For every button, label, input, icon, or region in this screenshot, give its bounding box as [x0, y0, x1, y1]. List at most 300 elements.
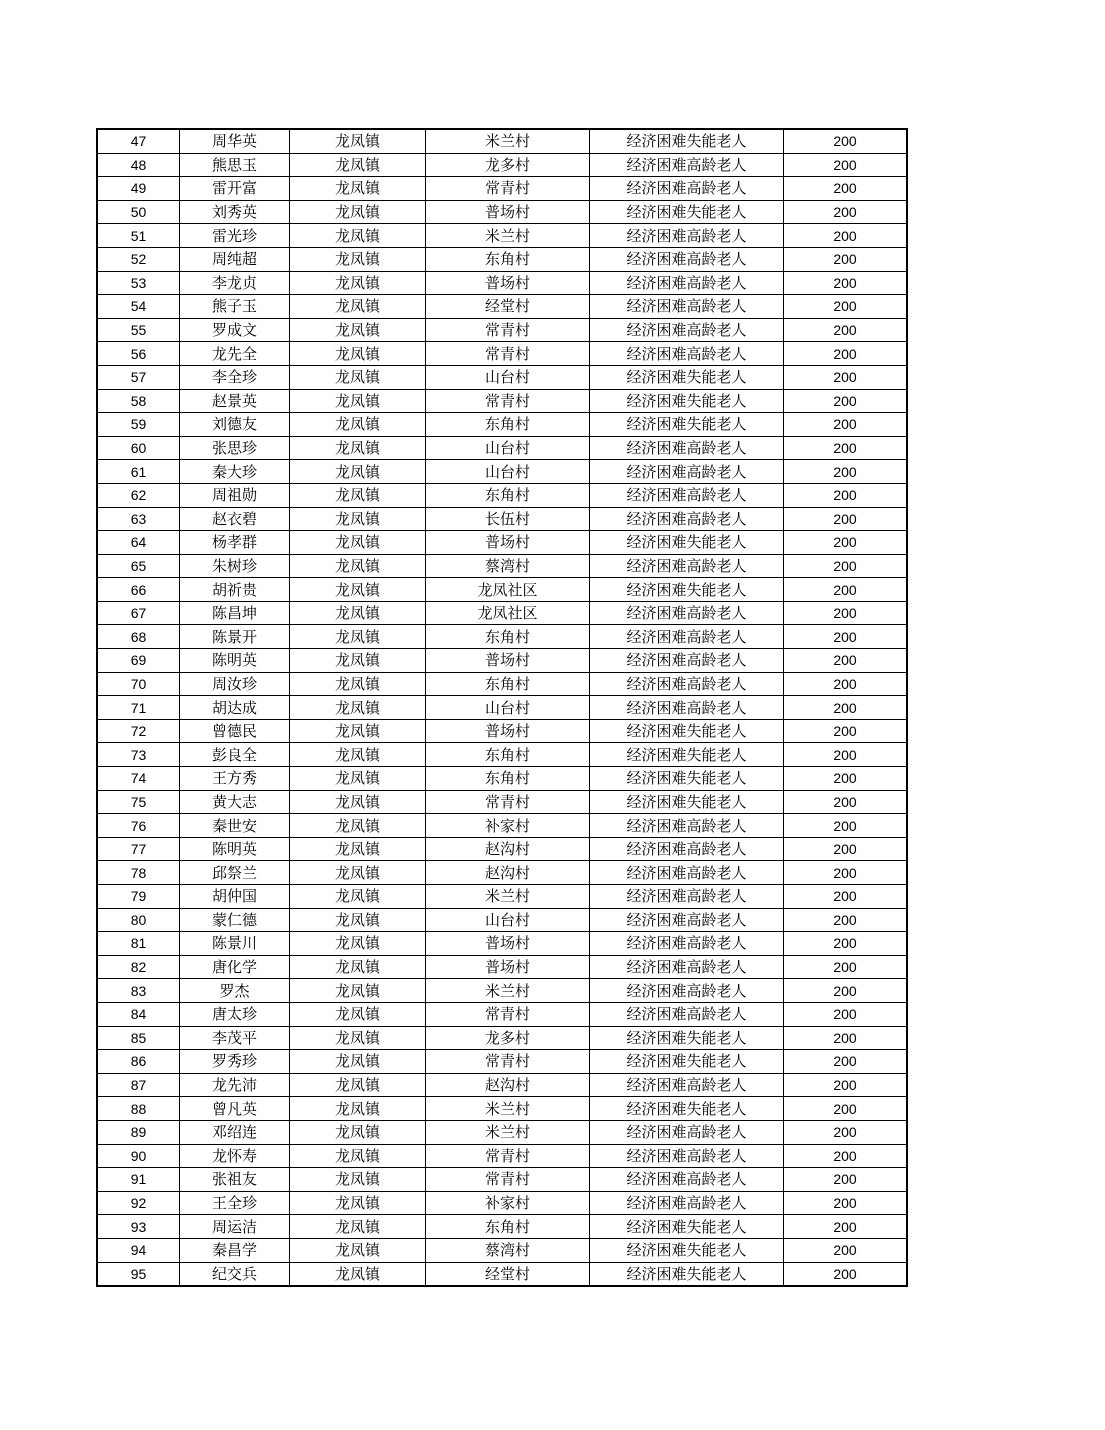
cell-row-number: 88	[98, 1097, 180, 1121]
cell-category: 经济困难失能老人	[590, 719, 784, 743]
cell-category: 经济困难高龄老人	[590, 271, 784, 295]
cell-amount: 200	[784, 1144, 907, 1168]
table-row	[98, 436, 907, 460]
cell-village: 普场村	[426, 271, 590, 295]
cell-village: 东角村	[426, 767, 590, 791]
cell-name: 赵衣碧	[180, 507, 290, 531]
cell-amount: 200	[784, 413, 907, 437]
cell-category: 经济困难失能老人	[590, 1262, 784, 1286]
cell-name: 周华英	[180, 130, 290, 154]
cell-row-number: 70	[98, 672, 180, 696]
cell-name: 胡仲国	[180, 885, 290, 909]
cell-name: 陈明英	[180, 649, 290, 673]
cell-row-number: 77	[98, 837, 180, 861]
table-row	[98, 342, 907, 366]
cell-name: 刘德友	[180, 413, 290, 437]
cell-name: 周祖勋	[180, 483, 290, 507]
cell-category: 经济困难高龄老人	[590, 885, 784, 909]
cell-category: 经济困难失能老人	[590, 1026, 784, 1050]
cell-name: 刘秀英	[180, 200, 290, 224]
cell-amount: 200	[784, 271, 907, 295]
cell-town: 龙凤镇	[290, 1168, 426, 1192]
cell-category: 经济困难高龄老人	[590, 460, 784, 484]
cell-amount: 200	[784, 625, 907, 649]
cell-name: 罗秀珍	[180, 1050, 290, 1074]
cell-category: 经济困难高龄老人	[590, 177, 784, 201]
cell-name: 龙先全	[180, 342, 290, 366]
cell-amount: 200	[784, 554, 907, 578]
cell-category: 经济困难失能老人	[590, 413, 784, 437]
cell-category: 经济困难高龄老人	[590, 625, 784, 649]
cell-category: 经济困难失能老人	[590, 1097, 784, 1121]
cell-row-number: 94	[98, 1238, 180, 1262]
cell-row-number: 81	[98, 932, 180, 956]
cell-row-number: 48	[98, 153, 180, 177]
cell-category: 经济困难高龄老人	[590, 1002, 784, 1026]
cell-name: 李全珍	[180, 365, 290, 389]
cell-category: 经济困难高龄老人	[590, 955, 784, 979]
cell-name: 龙先沛	[180, 1073, 290, 1097]
cell-amount: 200	[784, 130, 907, 154]
cell-town: 龙凤镇	[290, 1144, 426, 1168]
cell-amount: 200	[784, 342, 907, 366]
cell-row-number: 61	[98, 460, 180, 484]
cell-row-number: 83	[98, 979, 180, 1003]
cell-amount: 200	[784, 932, 907, 956]
table-row	[98, 1215, 907, 1239]
cell-name: 熊思玉	[180, 153, 290, 177]
cell-town: 龙凤镇	[290, 649, 426, 673]
cell-village: 龙凤社区	[426, 601, 590, 625]
cell-amount: 200	[784, 1026, 907, 1050]
cell-name: 周汝珍	[180, 672, 290, 696]
cell-amount: 200	[784, 908, 907, 932]
cell-amount: 200	[784, 389, 907, 413]
cell-row-number: 68	[98, 625, 180, 649]
cell-category: 经济困难高龄老人	[590, 507, 784, 531]
cell-category: 经济困难高龄老人	[590, 554, 784, 578]
cell-amount: 200	[784, 1120, 907, 1144]
cell-town: 龙凤镇	[290, 1050, 426, 1074]
table-row	[98, 649, 907, 673]
cell-row-number: 66	[98, 578, 180, 602]
cell-town: 龙凤镇	[290, 696, 426, 720]
cell-village: 长伍村	[426, 507, 590, 531]
cell-name: 曾凡英	[180, 1097, 290, 1121]
table-row	[98, 153, 907, 177]
cell-row-number: 63	[98, 507, 180, 531]
cell-village: 蔡湾村	[426, 554, 590, 578]
cell-amount: 200	[784, 672, 907, 696]
cell-row-number: 90	[98, 1144, 180, 1168]
cell-village: 常青村	[426, 1168, 590, 1192]
cell-town: 龙凤镇	[290, 413, 426, 437]
cell-row-number: 95	[98, 1262, 180, 1286]
table-row	[98, 861, 907, 885]
cell-category: 经济困难高龄老人	[590, 224, 784, 248]
table-row	[98, 578, 907, 602]
cell-category: 经济困难高龄老人	[590, 861, 784, 885]
cell-row-number: 87	[98, 1073, 180, 1097]
cell-row-number: 50	[98, 200, 180, 224]
table-row	[98, 177, 907, 201]
table-row	[98, 1191, 907, 1215]
cell-town: 龙凤镇	[290, 1238, 426, 1262]
cell-village: 普场村	[426, 932, 590, 956]
cell-village: 东角村	[426, 743, 590, 767]
cell-village: 米兰村	[426, 130, 590, 154]
cell-village: 常青村	[426, 1050, 590, 1074]
cell-amount: 200	[784, 814, 907, 838]
cell-name: 邱祭兰	[180, 861, 290, 885]
cell-town: 龙凤镇	[290, 483, 426, 507]
cell-name: 秦世安	[180, 814, 290, 838]
cell-category: 经济困难高龄老人	[590, 1168, 784, 1192]
cell-row-number: 58	[98, 389, 180, 413]
cell-village: 赵沟村	[426, 837, 590, 861]
cell-name: 雷开富	[180, 177, 290, 201]
cell-town: 龙凤镇	[290, 271, 426, 295]
table-row	[98, 247, 907, 271]
cell-amount: 200	[784, 790, 907, 814]
cell-category: 经济困难失能老人	[590, 743, 784, 767]
table-row	[98, 625, 907, 649]
cell-amount: 200	[784, 767, 907, 791]
cell-town: 龙凤镇	[290, 295, 426, 319]
table-row	[98, 767, 907, 791]
cell-village: 常青村	[426, 177, 590, 201]
table-row	[98, 955, 907, 979]
cell-village: 经堂村	[426, 295, 590, 319]
cell-amount: 200	[784, 1002, 907, 1026]
cell-town: 龙凤镇	[290, 1097, 426, 1121]
table-row	[98, 601, 907, 625]
table-row	[98, 932, 907, 956]
cell-category: 经济困难高龄老人	[590, 601, 784, 625]
cell-village: 常青村	[426, 389, 590, 413]
cell-name: 赵景英	[180, 389, 290, 413]
cell-category: 经济困难高龄老人	[590, 908, 784, 932]
cell-category: 经济困难失能老人	[590, 200, 784, 224]
cell-category: 经济困难失能老人	[590, 790, 784, 814]
cell-amount: 200	[784, 578, 907, 602]
cell-row-number: 52	[98, 247, 180, 271]
cell-amount: 200	[784, 295, 907, 319]
cell-name: 朱树珍	[180, 554, 290, 578]
table-row	[98, 837, 907, 861]
cell-town: 龙凤镇	[290, 1073, 426, 1097]
cell-row-number: 54	[98, 295, 180, 319]
cell-name: 唐化学	[180, 955, 290, 979]
cell-village: 山台村	[426, 696, 590, 720]
cell-town: 龙凤镇	[290, 908, 426, 932]
cell-village: 普场村	[426, 200, 590, 224]
table-row	[98, 483, 907, 507]
cell-amount: 200	[784, 885, 907, 909]
cell-row-number: 73	[98, 743, 180, 767]
cell-row-number: 57	[98, 365, 180, 389]
cell-amount: 200	[784, 1238, 907, 1262]
table-row	[98, 1262, 907, 1286]
cell-village: 米兰村	[426, 979, 590, 1003]
cell-town: 龙凤镇	[290, 318, 426, 342]
cell-name: 胡祈贵	[180, 578, 290, 602]
cell-town: 龙凤镇	[290, 531, 426, 555]
cell-village: 补家村	[426, 1191, 590, 1215]
cell-village: 山台村	[426, 908, 590, 932]
cell-row-number: 92	[98, 1191, 180, 1215]
cell-town: 龙凤镇	[290, 743, 426, 767]
cell-amount: 200	[784, 531, 907, 555]
cell-category: 经济困难失能老人	[590, 1215, 784, 1239]
cell-town: 龙凤镇	[290, 200, 426, 224]
table-row	[98, 885, 907, 909]
cell-amount: 200	[784, 601, 907, 625]
cell-town: 龙凤镇	[290, 460, 426, 484]
cell-row-number: 49	[98, 177, 180, 201]
table-row	[98, 814, 907, 838]
cell-name: 胡达成	[180, 696, 290, 720]
cell-name: 曾德民	[180, 719, 290, 743]
cell-town: 龙凤镇	[290, 837, 426, 861]
cell-row-number: 78	[98, 861, 180, 885]
cell-town: 龙凤镇	[290, 1002, 426, 1026]
table-row	[98, 1073, 907, 1097]
table-row	[98, 389, 907, 413]
cell-town: 龙凤镇	[290, 814, 426, 838]
cell-village: 经堂村	[426, 1262, 590, 1286]
table-row	[98, 1050, 907, 1074]
cell-village: 山台村	[426, 460, 590, 484]
cell-category: 经济困难高龄老人	[590, 649, 784, 673]
cell-town: 龙凤镇	[290, 436, 426, 460]
cell-village: 普场村	[426, 649, 590, 673]
cell-village: 山台村	[426, 365, 590, 389]
cell-town: 龙凤镇	[290, 153, 426, 177]
cell-category: 经济困难高龄老人	[590, 436, 784, 460]
table-row	[98, 200, 907, 224]
table-row	[98, 130, 907, 154]
cell-category: 经济困难高龄老人	[590, 1120, 784, 1144]
table-row	[98, 295, 907, 319]
cell-row-number: 47	[98, 130, 180, 154]
cell-amount: 200	[784, 507, 907, 531]
cell-name: 罗成文	[180, 318, 290, 342]
table-row	[98, 696, 907, 720]
cell-town: 龙凤镇	[290, 130, 426, 154]
table-row	[98, 507, 907, 531]
cell-amount: 200	[784, 649, 907, 673]
cell-amount: 200	[784, 1191, 907, 1215]
table-row	[98, 1144, 907, 1168]
cell-category: 经济困难高龄老人	[590, 932, 784, 956]
cell-amount: 200	[784, 861, 907, 885]
cell-village: 龙凤社区	[426, 578, 590, 602]
cell-row-number: 62	[98, 483, 180, 507]
cell-category: 经济困难高龄老人	[590, 1073, 784, 1097]
cell-village: 常青村	[426, 1144, 590, 1168]
cell-category: 经济困难失能老人	[590, 130, 784, 154]
cell-amount: 200	[784, 460, 907, 484]
cell-village: 补家村	[426, 814, 590, 838]
cell-amount: 200	[784, 318, 907, 342]
cell-name: 陈景开	[180, 625, 290, 649]
cell-row-number: 51	[98, 224, 180, 248]
cell-town: 龙凤镇	[290, 955, 426, 979]
cell-town: 龙凤镇	[290, 177, 426, 201]
cell-row-number: 93	[98, 1215, 180, 1239]
cell-village: 米兰村	[426, 1120, 590, 1144]
cell-category: 经济困难失能老人	[590, 365, 784, 389]
cell-village: 普场村	[426, 955, 590, 979]
cell-category: 经济困难失能老人	[590, 767, 784, 791]
cell-amount: 200	[784, 1262, 907, 1286]
cell-category: 经济困难高龄老人	[590, 696, 784, 720]
cell-village: 米兰村	[426, 224, 590, 248]
cell-category: 经济困难高龄老人	[590, 247, 784, 271]
cell-amount: 200	[784, 1050, 907, 1074]
cell-category: 经济困难高龄老人	[590, 837, 784, 861]
cell-village: 常青村	[426, 1002, 590, 1026]
cell-category: 经济困难高龄老人	[590, 295, 784, 319]
cell-village: 东角村	[426, 483, 590, 507]
table-row	[98, 460, 907, 484]
cell-name: 周运洁	[180, 1215, 290, 1239]
cell-row-number: 59	[98, 413, 180, 437]
cell-town: 龙凤镇	[290, 507, 426, 531]
cell-village: 东角村	[426, 247, 590, 271]
cell-row-number: 53	[98, 271, 180, 295]
cell-town: 龙凤镇	[290, 1026, 426, 1050]
cell-town: 龙凤镇	[290, 578, 426, 602]
cell-name: 邓绍连	[180, 1120, 290, 1144]
cell-category: 经济困难高龄老人	[590, 814, 784, 838]
table-row	[98, 318, 907, 342]
cell-amount: 200	[784, 1073, 907, 1097]
table-row	[98, 908, 907, 932]
cell-row-number: 74	[98, 767, 180, 791]
cell-town: 龙凤镇	[290, 625, 426, 649]
cell-amount: 200	[784, 153, 907, 177]
cell-amount: 200	[784, 1097, 907, 1121]
cell-row-number: 85	[98, 1026, 180, 1050]
cell-village: 普场村	[426, 531, 590, 555]
table-row	[98, 790, 907, 814]
table-row	[98, 719, 907, 743]
cell-name: 黄大志	[180, 790, 290, 814]
cell-amount: 200	[784, 247, 907, 271]
cell-name: 罗杰	[180, 979, 290, 1003]
table-row	[98, 979, 907, 1003]
cell-village: 东角村	[426, 1215, 590, 1239]
cell-town: 龙凤镇	[290, 601, 426, 625]
cell-town: 龙凤镇	[290, 672, 426, 696]
cell-village: 东角村	[426, 413, 590, 437]
cell-village: 米兰村	[426, 885, 590, 909]
cell-town: 龙凤镇	[290, 365, 426, 389]
cell-category: 经济困难高龄老人	[590, 483, 784, 507]
table-row	[98, 743, 907, 767]
table-row	[98, 554, 907, 578]
cell-category: 经济困难高龄老人	[590, 979, 784, 1003]
cell-name: 秦昌学	[180, 1238, 290, 1262]
cell-category: 经济困难高龄老人	[590, 318, 784, 342]
cell-amount: 200	[784, 1215, 907, 1239]
cell-name: 张祖友	[180, 1168, 290, 1192]
cell-row-number: 60	[98, 436, 180, 460]
cell-row-number: 79	[98, 885, 180, 909]
cell-town: 龙凤镇	[290, 885, 426, 909]
cell-row-number: 84	[98, 1002, 180, 1026]
cell-category: 经济困难高龄老人	[590, 672, 784, 696]
cell-name: 王全珍	[180, 1191, 290, 1215]
cell-category: 经济困难高龄老人	[590, 342, 784, 366]
cell-category: 经济困难失能老人	[590, 531, 784, 555]
table-row	[98, 1002, 907, 1026]
cell-name: 纪交兵	[180, 1262, 290, 1286]
cell-town: 龙凤镇	[290, 389, 426, 413]
cell-category: 经济困难失能老人	[590, 1050, 784, 1074]
cell-name: 蒙仁德	[180, 908, 290, 932]
cell-town: 龙凤镇	[290, 861, 426, 885]
cell-name: 唐太珍	[180, 1002, 290, 1026]
cell-amount: 200	[784, 200, 907, 224]
cell-town: 龙凤镇	[290, 932, 426, 956]
cell-category: 经济困难高龄老人	[590, 1144, 784, 1168]
cell-town: 龙凤镇	[290, 1191, 426, 1215]
cell-row-number: 69	[98, 649, 180, 673]
cell-village: 东角村	[426, 625, 590, 649]
cell-name: 李茂平	[180, 1026, 290, 1050]
table-row	[98, 1097, 907, 1121]
cell-row-number: 56	[98, 342, 180, 366]
cell-category: 经济困难高龄老人	[590, 153, 784, 177]
cell-town: 龙凤镇	[290, 767, 426, 791]
cell-row-number: 76	[98, 814, 180, 838]
cell-town: 龙凤镇	[290, 224, 426, 248]
table-row	[98, 365, 907, 389]
cell-row-number: 71	[98, 696, 180, 720]
cell-name: 陈景川	[180, 932, 290, 956]
roster-table-body	[98, 130, 907, 1286]
cell-amount: 200	[784, 1168, 907, 1192]
cell-town: 龙凤镇	[290, 1262, 426, 1286]
cell-village: 米兰村	[426, 1097, 590, 1121]
cell-village: 龙多村	[426, 1026, 590, 1050]
cell-name: 龙怀寿	[180, 1144, 290, 1168]
cell-village: 山台村	[426, 436, 590, 460]
cell-row-number: 80	[98, 908, 180, 932]
cell-village: 常青村	[426, 790, 590, 814]
table-row	[98, 413, 907, 437]
cell-name: 王方秀	[180, 767, 290, 791]
cell-row-number: 55	[98, 318, 180, 342]
table-row	[98, 1120, 907, 1144]
cell-amount: 200	[784, 436, 907, 460]
cell-amount: 200	[784, 483, 907, 507]
cell-town: 龙凤镇	[290, 1120, 426, 1144]
cell-name: 秦大珍	[180, 460, 290, 484]
cell-village: 普场村	[426, 719, 590, 743]
cell-town: 龙凤镇	[290, 342, 426, 366]
cell-amount: 200	[784, 743, 907, 767]
cell-name: 熊子玉	[180, 295, 290, 319]
table-row	[98, 531, 907, 555]
cell-town: 龙凤镇	[290, 719, 426, 743]
cell-category: 经济困难失能老人	[590, 578, 784, 602]
cell-row-number: 72	[98, 719, 180, 743]
cell-amount: 200	[784, 719, 907, 743]
